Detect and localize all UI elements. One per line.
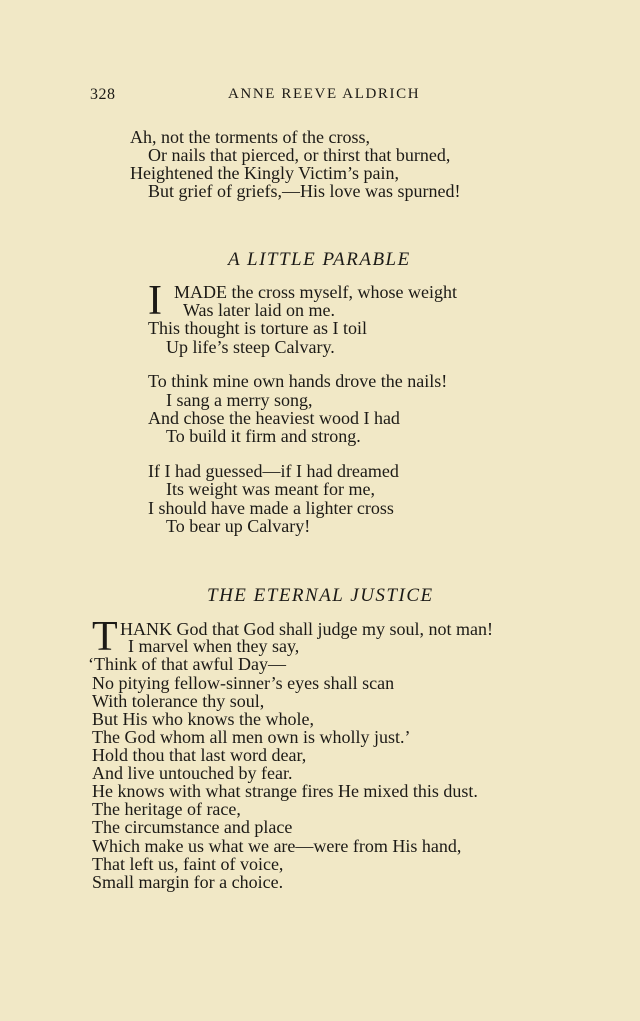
verse-line: If I had guessed—if I had dreamed <box>148 461 399 481</box>
verse-line: I sang a merry song, <box>166 390 313 410</box>
verse-line: I should have made a lighter cross <box>148 498 394 518</box>
verse-line: But His who knows the whole, <box>92 709 314 729</box>
verse-line: To bear up Calvary! <box>166 516 311 536</box>
verse-line: Which make us what we are—were from His hand, <box>92 836 462 856</box>
verse-line: Was later laid on me. <box>183 300 335 320</box>
verse-line: The God whom all men own is wholly just.’ <box>92 727 411 747</box>
drop-cap: T <box>92 614 118 660</box>
drop-cap: I <box>148 278 162 324</box>
verse-line: I marvel when they say, <box>128 636 300 656</box>
verse-line: With tolerance thy soul, <box>92 691 265 711</box>
verse-line: Up life’s steep Calvary. <box>166 337 335 357</box>
verse-line: This thought is torture as I toil <box>148 318 367 338</box>
verse-line: And chose the heaviest wood I had <box>148 408 400 428</box>
verse-line: Heightened the Kingly Victim’s pain, <box>130 163 400 183</box>
verse-line: He knows with what strange fires He mixed this dust. <box>92 781 478 801</box>
poem-title: A LITTLE PARABLE <box>228 249 411 270</box>
verse-line: The heritage of race, <box>92 799 241 819</box>
verse-line: Its weight was meant for me, <box>166 479 375 499</box>
verse-line: Small margin for a choice. <box>92 872 284 892</box>
verse-line: Or nails that pierced, or thirst that burned, <box>148 145 451 165</box>
verse-line: Hold thou that last word dear, <box>92 745 307 765</box>
verse-line: MADE the cross myself, whose weight <box>174 282 457 302</box>
running-title: ANNE REEVE ALDRICH <box>228 86 421 102</box>
verse-line: No pitying fellow-sinner’s eyes shall scan <box>92 673 395 693</box>
poem-title: THE ETERNAL JUSTICE <box>207 585 434 606</box>
page-header <box>0 86 640 106</box>
verse-line: ‘Think of that awful Day— <box>88 654 286 674</box>
verse-line: HANK God that God shall judge my soul, not man! <box>120 619 493 639</box>
verse-line: To think mine own hands drove the nails! <box>148 371 448 391</box>
verse-line: The circumstance and place <box>92 817 293 837</box>
page-number: 328 <box>90 86 116 103</box>
verse-line: Ah, not the torments of the cross, <box>130 127 370 147</box>
verse-line: And live untouched by fear. <box>92 763 293 783</box>
verse-line: To build it firm and strong. <box>166 426 361 446</box>
verse-line: That left us, faint of voice, <box>92 854 284 874</box>
verse-line: But grief of griefs,—His love was spurned! <box>148 181 461 201</box>
